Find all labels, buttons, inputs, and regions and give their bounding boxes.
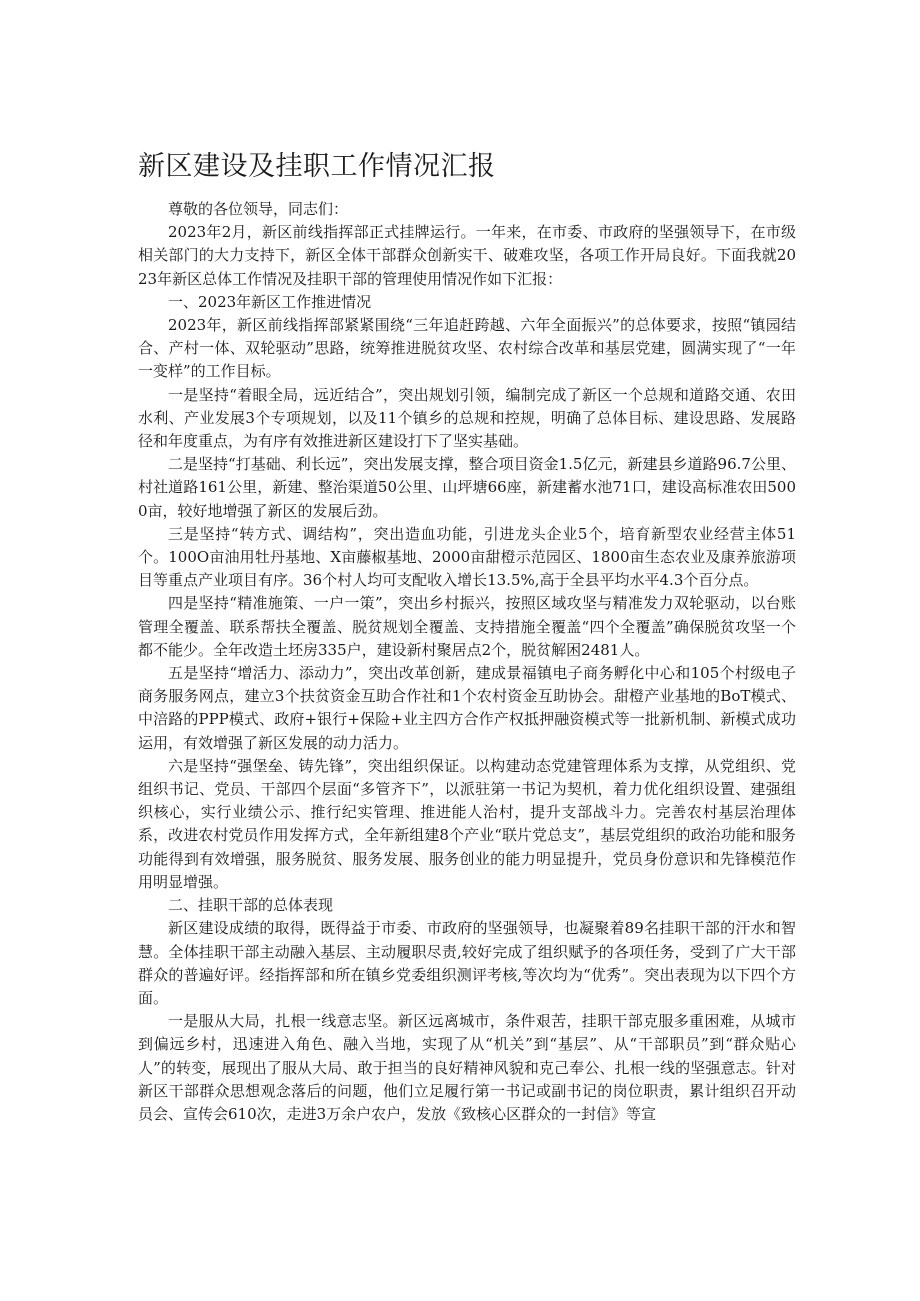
body-paragraph: 二是坚持“打基础、利长远”，突出发展支撑，整合项目资金1.5亿元，新建县乡道路96.7公里、村社道路161公里，新建、整治渠道50公里、山坪塘66座，新建蓄水池71口，建设高标准农田5000亩，较好地增强了新区的发展后劲。 xyxy=(138,455,796,520)
document-title: 新区建设及挂职工作情况汇报 xyxy=(138,151,496,182)
body-paragraph: 四是坚持“精准施策、一户一策”，突出乡村振兴，按照区域攻坚与精准发力双轮驱动，以台账管理全覆盖、联系帮扶全覆盖、脱贫规划全覆盖、支持措施全覆盖“四个全覆盖”确保脱贫攻坚一个都不能少。全年改造土坯房335户，建设新村聚居点2个，脱贫解困2481人。 xyxy=(138,594,796,659)
section-heading-2: 二、挂职干部的总体表现 xyxy=(168,896,334,915)
body-paragraph: 六是坚持“强堡垒、铸先锋”，突出组织保证。以构建动态党建管理体系为支撑，从党组织、党组织书记、党员、干部四个层面“多管齐下”，以派驻第一书记为契机，着力优化组织设置、建强组织核心，实行业绩公示、推行纪实管理、推进能人治村，提升支部战斗力。完善农村基层治理体系，改进农村党员作用发挥方式，全年新组建8个产业“联片党总支”，基层党组织的政治功能和服务功能得到有效增强，服务脱贫、服务发展、服务创业的能力明显提升，党员身份意识和先锋模范作用明显增强。 xyxy=(138,756,796,891)
body-paragraph: 一是坚持“着眼全局，远近结合”，突出规划引领，编制完成了新区一个总规和道路交通、农田水利、产业发展3个专项规划，以及11个镇乡的总规和控规，明确了总体目标、建设思路、发展路径和年度重点，为有序有效推进新区建设打下了坚实基础。 xyxy=(138,385,796,451)
document-body xyxy=(138,198,796,1126)
body-paragraph: 三是坚持“转方式、调结构”，突出造血功能，引进龙头企业5个，培育新型农业经营主体51个。100O亩油用牡丹基地、X亩藤椒基地、2000亩甜橙示范园区、1800亩生态农业及康养旅游项目等重点产业项目有序。36个村人均可支配收入增长13.5%,高于全县平均水平4.3个百分点。 xyxy=(138,524,796,590)
salutation: 尊敬的各位领导，同志们： xyxy=(168,200,349,218)
body-paragraph: 新区建设成绩的取得，既得益于市委、市政府的坚强领导，也凝聚着89名挂职干部的汗水和智慧。全体挂职干部主动融入基层、主动履职尽责,较好完成了组织赋予的各项任务，受到了广大干部群众的普遍好评。经指挥部和所在镇乡党委组织测评考核,等次均为“优秀”。突出表现为以下四个方面。 xyxy=(138,919,796,1007)
body-paragraph: 五是坚持“增活力、添动力”，突出改革创新，建成景福镇电子商务孵化中心和105个村级电子商务服务网点，建立3个扶贫资金互助合作社和1个农村资金互助协会。甜橙产业基地的BoT模式、中涪路的PPP模式、政府+银行+保险+业主四方合作产权抵押融资模式等一批新机制、新模式成功运用，有效增强了新区发展的动力活力。 xyxy=(138,664,796,752)
body-paragraph: 2023年，新区前线指挥部紧紧围绕“三年追赶跨越、六年全面振兴”的总体要求，按照“镇园结合、产村一体、双轮驱动”思路，统筹推进脱贫攻坚、农村综合改革和基层党建，圆满实现了“一年一变样”的工作目标。 xyxy=(138,316,796,381)
intro-paragraph: 2023年2月，新区前线指挥部正式挂牌运行。一年来，在市委、市政府的坚强领导下，在市级相关部门的大力支持下，新区全体干部群众创新实干、破难攻坚，各项工作开局良好。下面我就2023年新区总体工作情况及挂职干部的管理使用情况作如下汇报： xyxy=(138,223,796,288)
section-heading-1: 一、2023年新区工作推进情况 xyxy=(168,292,372,311)
body-paragraph: 一是服从大局，扎根一线意志坚。新区远离城市，条件艰苦，挂职干部克服多重困难，从城市到偏远乡村，迅速进入角色、融入当地，实现了从“机关”到“基层”、从“干部职员”到“群众贴心人”的转变，展现出了服从大局、敢于担当的良好精神风貌和克己奉公、扎根一线的坚强意志。针对新区干部群众思想观念落后的问题，他们立足履行第一书记或副书记的岗位职责，累计组织召开动员会、宣传会610次，走进3万余户农户，发放《致核心区群众的一封信》等宣 xyxy=(138,1012,796,1123)
